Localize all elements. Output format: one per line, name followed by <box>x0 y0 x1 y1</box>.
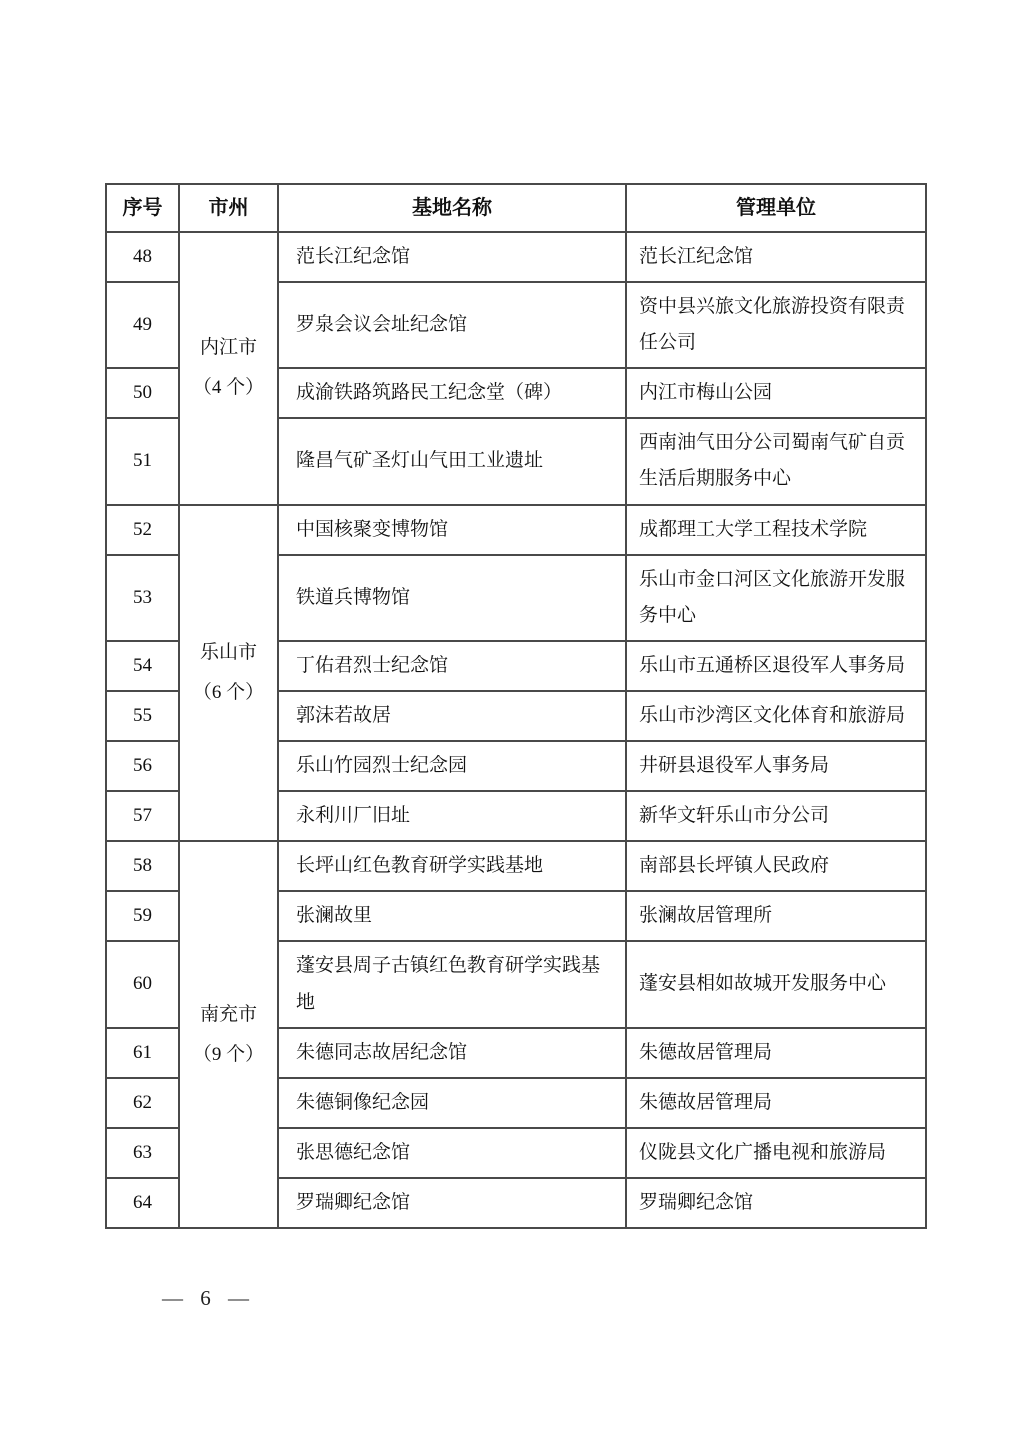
serial-number-cell: 59 <box>106 891 179 941</box>
city-group-cell <box>179 505 278 842</box>
base-list-table <box>105 183 927 1229</box>
city-group-cell <box>179 841 278 1228</box>
unit-cell: 蓬安县相如故城开发服务中心 <box>626 941 926 1027</box>
unit-cell: 南部县长坪镇人民政府 <box>626 841 926 891</box>
table-row <box>106 505 926 555</box>
base-name-cell: 罗瑞卿纪念馆 <box>278 1178 626 1228</box>
table-row <box>106 841 926 891</box>
city-name: 内江市 <box>199 337 257 359</box>
unit-cell: 朱德故居管理局 <box>626 1078 926 1128</box>
unit-cell: 罗瑞卿纪念馆 <box>626 1178 926 1228</box>
unit-cell: 内江市梅山公园 <box>626 368 926 418</box>
base-name-cell: 成渝铁路筑路民工纪念堂（碑） <box>278 368 626 418</box>
base-name-cell: 罗泉会议会址纪念馆 <box>278 282 626 368</box>
serial-number-cell: 61 <box>106 1028 179 1078</box>
serial-number-cell: 60 <box>106 941 179 1027</box>
city-count: （9 个） <box>192 1043 265 1065</box>
serial-number-cell: 50 <box>106 368 179 418</box>
serial-number-cell: 54 <box>106 641 179 691</box>
unit-cell: 成都理工大学工程技术学院 <box>626 505 926 555</box>
base-name-cell: 张思德纪念馆 <box>278 1128 626 1178</box>
serial-number-cell: 64 <box>106 1178 179 1228</box>
col-header-unit: 管理单位 <box>626 184 926 232</box>
city-name: 南充市 <box>199 1003 257 1025</box>
base-name-cell: 朱德铜像纪念园 <box>278 1078 626 1128</box>
serial-number-cell: 57 <box>106 791 179 841</box>
unit-cell: 仪陇县文化广播电视和旅游局 <box>626 1128 926 1178</box>
serial-number-cell: 51 <box>106 418 179 504</box>
unit-cell: 张澜故居管理所 <box>626 891 926 941</box>
serial-number-cell: 56 <box>106 741 179 791</box>
serial-number-cell: 52 <box>106 505 179 555</box>
base-name-cell: 张澜故里 <box>278 891 626 941</box>
unit-cell: 乐山市金口河区文化旅游开发服务中心 <box>626 555 926 641</box>
unit-cell: 资中县兴旅文化旅游投资有限责任公司 <box>626 282 926 368</box>
table-header <box>106 184 926 232</box>
serial-number-cell: 49 <box>106 282 179 368</box>
city-count: （6 个） <box>192 681 265 703</box>
unit-cell: 西南油气田分公司蜀南气矿自贡生活后期服务中心 <box>626 418 926 504</box>
base-name-cell: 中国核聚变博物馆 <box>278 505 626 555</box>
base-name-cell: 朱德同志故居纪念馆 <box>278 1028 626 1078</box>
unit-cell: 朱德故居管理局 <box>626 1028 926 1078</box>
base-name-cell: 蓬安县周子古镇红色教育研学实践基地 <box>278 941 626 1027</box>
unit-cell: 井研县退役军人事务局 <box>626 741 926 791</box>
base-name-cell: 隆昌气矿圣灯山气田工业遗址 <box>278 418 626 504</box>
serial-number-cell: 62 <box>106 1078 179 1128</box>
col-header-base-name: 基地名称 <box>278 184 626 232</box>
city-count: （4 个） <box>192 377 265 399</box>
base-name-cell: 郭沫若故居 <box>278 691 626 741</box>
serial-number-cell: 58 <box>106 841 179 891</box>
serial-number-cell: 63 <box>106 1128 179 1178</box>
unit-cell: 乐山市五通桥区退役军人事务局 <box>626 641 926 691</box>
serial-number-cell: 48 <box>106 232 179 282</box>
base-name-cell: 永利川厂旧址 <box>278 791 626 841</box>
base-name-cell: 铁道兵博物馆 <box>278 555 626 641</box>
col-header-serial: 序号 <box>106 184 179 232</box>
base-name-cell: 乐山竹园烈士纪念园 <box>278 741 626 791</box>
table-body <box>106 232 926 1228</box>
serial-number-cell: 55 <box>106 691 179 741</box>
unit-cell: 乐山市沙湾区文化体育和旅游局 <box>626 691 926 741</box>
base-name-cell: 长坪山红色教育研学实践基地 <box>278 841 626 891</box>
unit-cell: 新华文轩乐山市分公司 <box>626 791 926 841</box>
serial-number-cell: 53 <box>106 555 179 641</box>
city-name: 乐山市 <box>199 642 257 663</box>
city-group-cell <box>179 232 278 505</box>
base-name-cell: 丁佑君烈士纪念馆 <box>278 641 626 691</box>
table-row <box>106 232 926 282</box>
page-number: — 6 — <box>162 1286 250 1310</box>
header-row <box>106 184 926 232</box>
base-name-cell: 范长江纪念馆 <box>278 232 626 282</box>
col-header-city: 市州 <box>179 184 278 232</box>
unit-cell: 范长江纪念馆 <box>626 232 926 282</box>
